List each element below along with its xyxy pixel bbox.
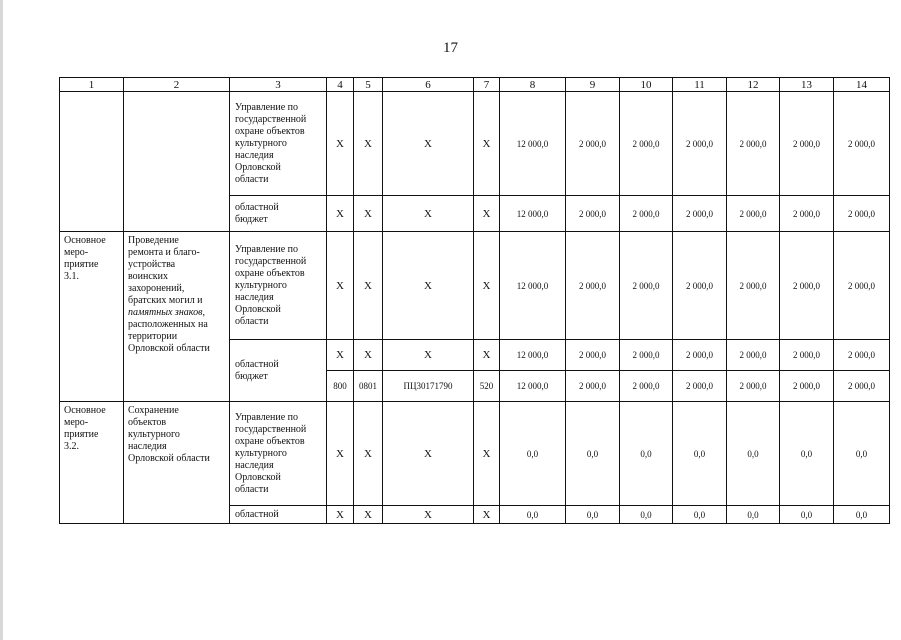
value-cell: 2 000,0 [566,340,620,371]
value-cell: 12 000,0 [500,92,566,196]
value-cell: 2 000,0 [620,232,673,340]
value-cell: 2 000,0 [780,371,834,402]
header-cell: 14 [834,78,890,92]
value-cell: X [474,232,500,340]
organization-cell: Управление по государственной охране объектов культурного наследия Орловской области [230,402,327,506]
code-cell: ПЦ30171790 [383,371,474,402]
value-cell: 2 000,0 [727,232,780,340]
value-cell: 0,0 [566,402,620,506]
value-cell: 0,0 [780,506,834,524]
value-cell: 2 000,0 [834,371,890,402]
header-cell: 10 [620,78,673,92]
value-cell: 2 000,0 [620,340,673,371]
value-cell: 2 000,0 [780,92,834,196]
value-cell: X [383,340,474,371]
value-cell: 0,0 [834,402,890,506]
value-cell: 0,0 [727,402,780,506]
value-cell: X [354,232,383,340]
header-row [60,78,890,92]
value-cell: 2 000,0 [620,371,673,402]
table-row [60,92,890,196]
value-cell: 2 000,0 [727,196,780,232]
code-cell: 800 [327,371,354,402]
value-cell: 0,0 [620,506,673,524]
value-cell: X [474,506,500,524]
header-cell: 1 [60,78,124,92]
description-cell-empty [124,92,230,232]
value-cell: X [474,402,500,506]
value-cell: 0,0 [834,506,890,524]
value-cell: X [474,196,500,232]
scan-edge [0,0,3,640]
measure-cell-empty [60,92,124,232]
value-cell: 2 000,0 [566,371,620,402]
code-cell: 0801 [354,371,383,402]
value-cell: 2 000,0 [727,92,780,196]
value-cell: X [383,506,474,524]
value-cell: 0,0 [620,402,673,506]
value-cell: 12 000,0 [500,232,566,340]
value-cell: X [354,92,383,196]
value-cell: 2 000,0 [780,196,834,232]
header-cell: 12 [727,78,780,92]
value-cell: 2 000,0 [566,92,620,196]
value-cell: 2 000,0 [673,92,727,196]
header-cell: 8 [500,78,566,92]
value-cell: 2 000,0 [834,196,890,232]
value-cell: 0,0 [727,506,780,524]
value-cell: X [474,92,500,196]
value-cell: 2 000,0 [566,232,620,340]
value-cell: X [354,196,383,232]
budget-table [59,77,890,524]
organization-cell: Управление по государственной охране объектов культурного наследия Орловской области [230,232,327,340]
value-cell: 2 000,0 [834,232,890,340]
value-cell: X [474,340,500,371]
description-cell: Проведение ремонта и благо- устройства воинских захоронений, братских могил и памятных знаков, расположенных на территории Орловской области [124,232,230,402]
value-cell: 0,0 [566,506,620,524]
value-cell: 0,0 [780,402,834,506]
value-cell: X [327,506,354,524]
value-cell: 2 000,0 [566,196,620,232]
table-row [60,402,890,506]
value-cell: 12 000,0 [500,371,566,402]
value-cell: 2 000,0 [727,340,780,371]
value-cell: X [383,92,474,196]
budget-cell: областной бюджет [230,196,327,232]
value-cell: X [383,196,474,232]
value-cell: 2 000,0 [673,371,727,402]
value-cell: 0,0 [500,402,566,506]
budget-cell: областной бюджет [230,340,327,402]
code-cell: 520 [474,371,500,402]
value-cell: X [354,506,383,524]
value-cell: 2 000,0 [834,92,890,196]
value-cell: 2 000,0 [673,196,727,232]
value-cell: X [354,402,383,506]
description-italic: памятных знаков [128,307,203,318]
value-cell: 0,0 [673,402,727,506]
header-cell: 5 [354,78,383,92]
header-cell: 4 [327,78,354,92]
value-cell: X [327,92,354,196]
value-cell: X [327,232,354,340]
measure-cell: Основное меро- приятие 3.1. [60,232,124,402]
value-cell: 2 000,0 [780,340,834,371]
value-cell: X [327,340,354,371]
header-cell: 11 [673,78,727,92]
value-cell: X [327,402,354,506]
header-cell: 2 [124,78,230,92]
table-row [60,232,890,340]
header-cell: 13 [780,78,834,92]
value-cell: X [354,340,383,371]
value-cell: 2 000,0 [834,340,890,371]
value-cell: 2 000,0 [620,92,673,196]
value-cell: X [383,232,474,340]
value-cell: 12 000,0 [500,340,566,371]
value-cell: 2 000,0 [673,340,727,371]
budget-cell: областной [230,506,327,524]
value-cell: 2 000,0 [673,232,727,340]
value-cell: 2 000,0 [727,371,780,402]
header-cell: 9 [566,78,620,92]
value-cell: X [383,402,474,506]
page-number: 17 [443,40,458,56]
value-cell: 0,0 [673,506,727,524]
value-cell: 2 000,0 [620,196,673,232]
value-cell: 0,0 [500,506,566,524]
header-cell: 7 [474,78,500,92]
value-cell: X [327,196,354,232]
value-cell: 2 000,0 [780,232,834,340]
organization-cell: Управление по государственной охране объектов культурного наследия Орловской области [230,92,327,196]
measure-cell: Основное меро- приятие 3.2. [60,402,124,524]
description-cell: Сохранение объектов культурного наследия Орловской области [124,402,230,524]
header-cell: 3 [230,78,327,92]
header-cell: 6 [383,78,474,92]
value-cell: 12 000,0 [500,196,566,232]
